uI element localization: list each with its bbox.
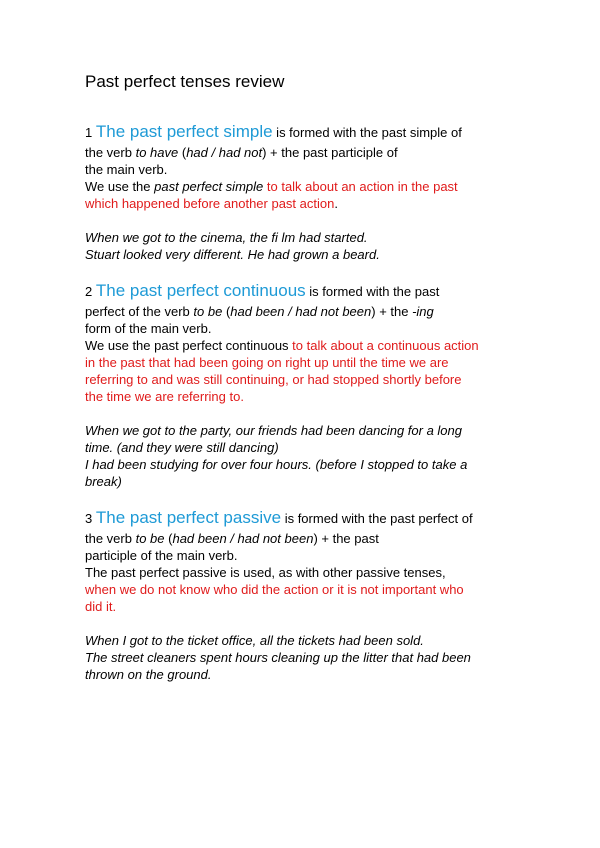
section-1-use-line-2 xyxy=(85,195,525,212)
page-title: Past perfect tenses review xyxy=(85,72,285,91)
use-highlight: to talk about an action in the past xyxy=(266,179,458,194)
section-past-perfect-continuous xyxy=(85,280,525,490)
section-3-intro-line-3: participle of the main verb. xyxy=(85,548,238,563)
section-number: 1 xyxy=(85,125,93,140)
section-number: 3 xyxy=(85,511,93,526)
intro-text: perfect of the verb xyxy=(85,304,194,319)
intro-text: ) + the past participle of xyxy=(262,145,398,160)
intro-text: ( xyxy=(178,145,187,160)
section-3-use-line-3: did it. xyxy=(85,599,117,614)
section-1-intro-line-3: the main verb. xyxy=(85,162,168,177)
use-text: . xyxy=(334,196,338,211)
example-text: When we got to the cinema, the fi lm had started. xyxy=(85,230,368,245)
intro-italic: had been / had not been xyxy=(172,531,314,546)
intro-italic: had been / had not been xyxy=(230,304,372,319)
section-intro-text: is formed with the past xyxy=(305,284,440,299)
intro-text: the verb xyxy=(85,531,136,546)
intro-text: ( xyxy=(164,531,173,546)
section-2-intro-line-2 xyxy=(85,303,525,320)
example-sentence xyxy=(85,246,525,263)
example-sentence xyxy=(85,666,525,683)
intro-italic: -ing xyxy=(412,304,434,319)
document-body xyxy=(85,70,525,683)
example-sentence xyxy=(85,632,525,649)
example-text: thrown on the ground. xyxy=(85,667,212,682)
example-sentence xyxy=(85,439,525,456)
section-heading: The past perfect continuous xyxy=(95,281,306,300)
intro-italic: to be xyxy=(193,304,223,319)
section-3-use-line-2: when we do not know who did the action or it is not important who xyxy=(85,582,464,597)
example-text: When we got to the party, our friends had been dancing for a long xyxy=(85,423,462,438)
section-3-use-line-1: The past perfect passive is used, as with other passive tenses, xyxy=(85,565,446,580)
section-intro-text: is formed with the past perfect of xyxy=(281,511,473,526)
section-2-intro-line-3: form of the main verb. xyxy=(85,321,212,336)
use-highlight: to talk about a continuous action xyxy=(292,338,479,353)
section-3-intro-line-2 xyxy=(85,530,525,547)
example-text: The street cleaners spent hours cleaning up the litter that had been xyxy=(85,650,471,665)
example-text: break) xyxy=(85,474,122,489)
intro-italic: to be xyxy=(135,531,165,546)
example-text: I had been studying for over four hours. (before I stopped to take a xyxy=(85,457,468,472)
section-heading: The past perfect simple xyxy=(95,122,273,141)
use-text: We use the xyxy=(85,179,155,194)
section-2-use-line-2: in the past that had been going on right up until the time we are xyxy=(85,355,449,370)
section-intro-text: is formed with the past simple of xyxy=(272,125,462,140)
example-sentence xyxy=(85,229,525,246)
section-2-intro-line-1 xyxy=(85,280,525,303)
section-past-perfect-simple xyxy=(85,121,525,263)
intro-text: ( xyxy=(222,304,231,319)
example-sentence xyxy=(85,473,525,490)
section-1-use-line-1 xyxy=(85,178,525,195)
section-3-intro-line-1 xyxy=(85,507,525,530)
section-number: 2 xyxy=(85,284,93,299)
intro-italic: had / had not xyxy=(186,145,263,160)
use-text: We use the past perfect continuous xyxy=(85,338,293,353)
section-1-intro-line-2 xyxy=(85,144,525,161)
example-sentence xyxy=(85,422,525,439)
example-text: When I got to the ticket office, all the tickets had been sold. xyxy=(85,633,424,648)
intro-text: ) + the past xyxy=(313,531,379,546)
section-2-use-line-4: the time we are referring to. xyxy=(85,389,244,404)
use-highlight: which happened before another past action xyxy=(85,196,335,211)
section-1-intro-line-1 xyxy=(85,121,525,144)
example-sentence xyxy=(85,456,525,473)
use-italic: past perfect simple xyxy=(154,179,264,194)
example-text: Stuart looked very different. He had grown a beard. xyxy=(85,247,380,262)
intro-text: the verb xyxy=(85,145,136,160)
section-heading: The past perfect passive xyxy=(95,508,282,527)
example-sentence xyxy=(85,649,525,666)
intro-italic: to have xyxy=(135,145,179,160)
section-past-perfect-passive xyxy=(85,507,525,683)
example-text: time. (and they were still dancing) xyxy=(85,440,279,455)
intro-text: ) + the xyxy=(371,304,413,319)
section-2-use-line-1 xyxy=(85,337,525,354)
section-2-use-line-3: referring to and was still continuing, or had stopped shortly before xyxy=(85,372,462,387)
